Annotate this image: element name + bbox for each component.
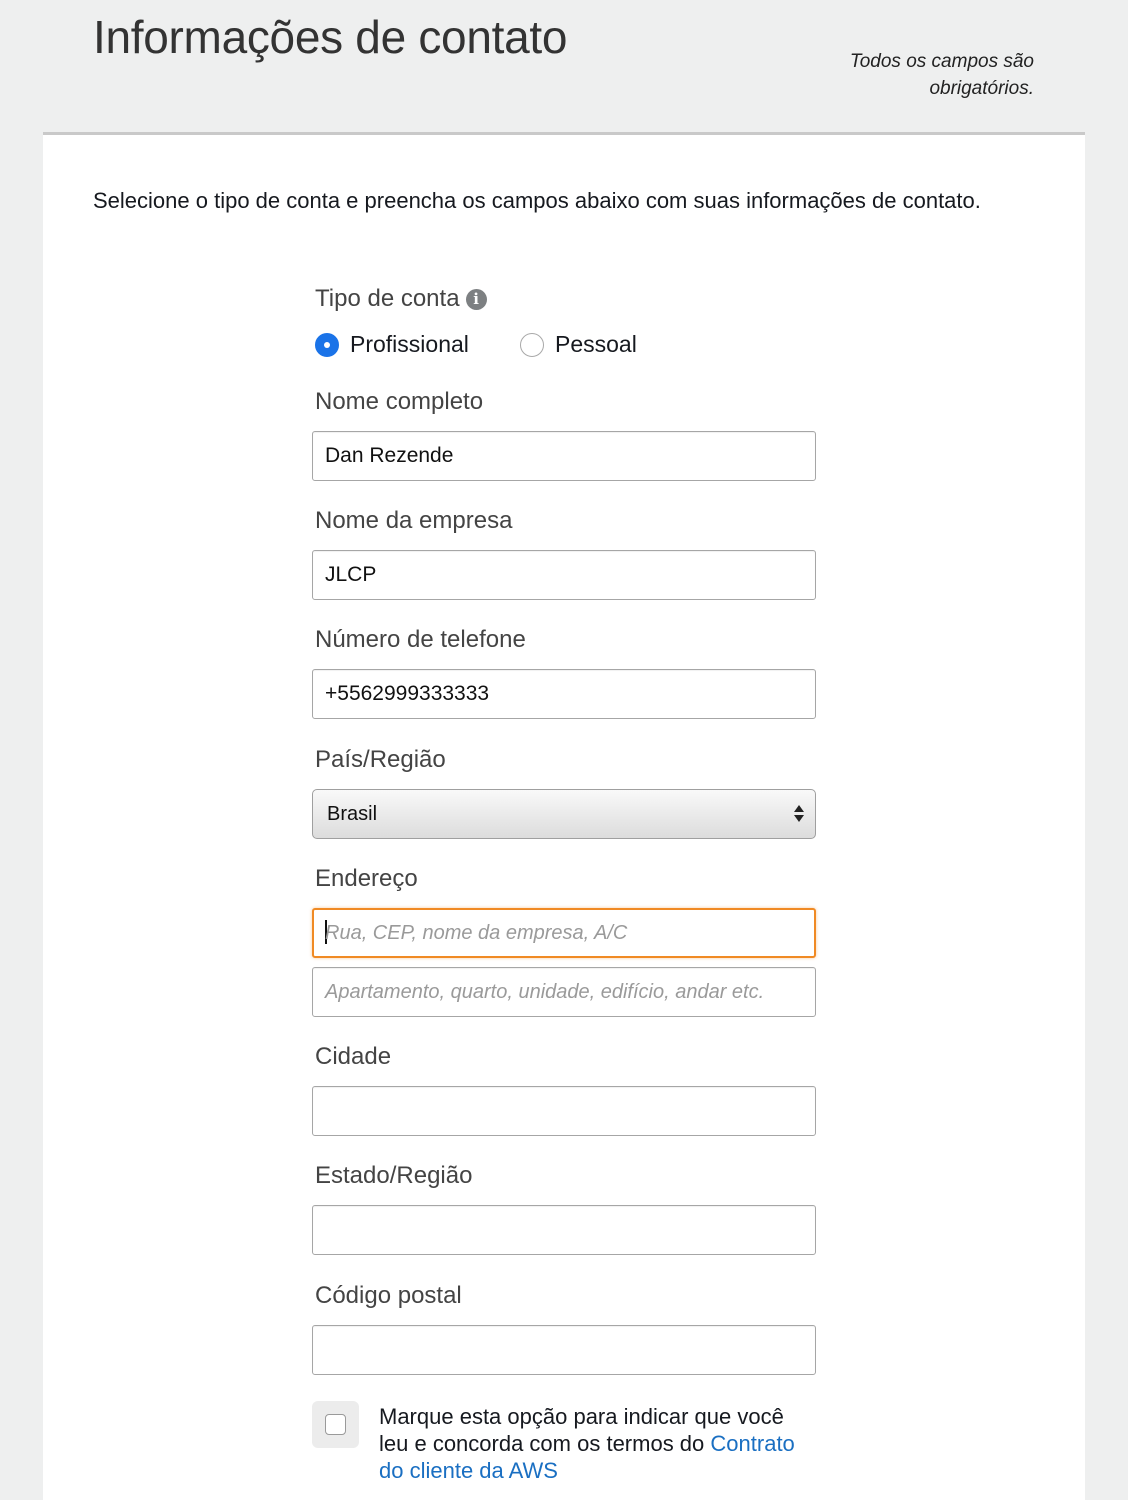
radio-profissional-selected-icon[interactable] <box>315 333 339 357</box>
required-fields-note: Todos os campos são obrigatórios. <box>849 51 1034 99</box>
full-name-input[interactable]: Dan Rezende <box>312 431 816 481</box>
address-line1-placeholder: Rua, CEP, nome da empresa, A/C <box>325 922 628 944</box>
phone-input[interactable]: +5562999333333 <box>312 669 816 719</box>
postal-code-input[interactable] <box>312 1325 816 1375</box>
country-label: País/Região <box>315 746 446 773</box>
address-label: Endereço <box>315 865 418 892</box>
state-label: Estado/Região <box>315 1162 473 1189</box>
info-icon[interactable]: i <box>466 289 487 310</box>
radio-pessoal[interactable]: Pessoal <box>520 331 637 358</box>
agreement-checkbox[interactable] <box>312 1401 359 1448</box>
page-title: Informações de contato <box>93 11 568 63</box>
contact-form-panel <box>43 132 1085 1500</box>
account-type-label: Tipo de conta i <box>315 285 487 313</box>
address-line1-input[interactable] <box>312 908 816 958</box>
country-selected-value: Brasil <box>327 803 378 825</box>
phone-label: Número de telefone <box>315 626 526 653</box>
select-arrows-icon <box>793 803 805 825</box>
state-input[interactable] <box>312 1205 816 1255</box>
city-input[interactable] <box>312 1086 816 1136</box>
company-name-label: Nome da empresa <box>315 507 513 534</box>
full-name-label: Nome completo <box>315 388 484 415</box>
radio-profissional[interactable]: Profissional <box>315 331 469 358</box>
postal-code-label: Código postal <box>315 1282 462 1309</box>
city-label: Cidade <box>315 1043 392 1070</box>
intro-text: Selecione o tipo de conta e preencha os campos abaixo com suas informações de contato. <box>93 188 981 213</box>
address-line2-input[interactable] <box>312 967 816 1017</box>
address-line2-placeholder: Apartamento, quarto, unidade, edifício, andar etc. <box>325 981 765 1003</box>
country-select[interactable] <box>312 789 816 839</box>
agreement-text: Marque esta opção para indicar que você leu e concorda com os termos do Contrato do cliente da AWS <box>379 1404 795 1483</box>
company-name-input[interactable]: JLCP <box>312 550 816 600</box>
radio-pessoal-icon[interactable] <box>520 333 544 357</box>
customer-agreement-link[interactable]: Contrato do cliente da AWS <box>379 1431 795 1483</box>
checkbox-icon[interactable] <box>325 1414 346 1435</box>
